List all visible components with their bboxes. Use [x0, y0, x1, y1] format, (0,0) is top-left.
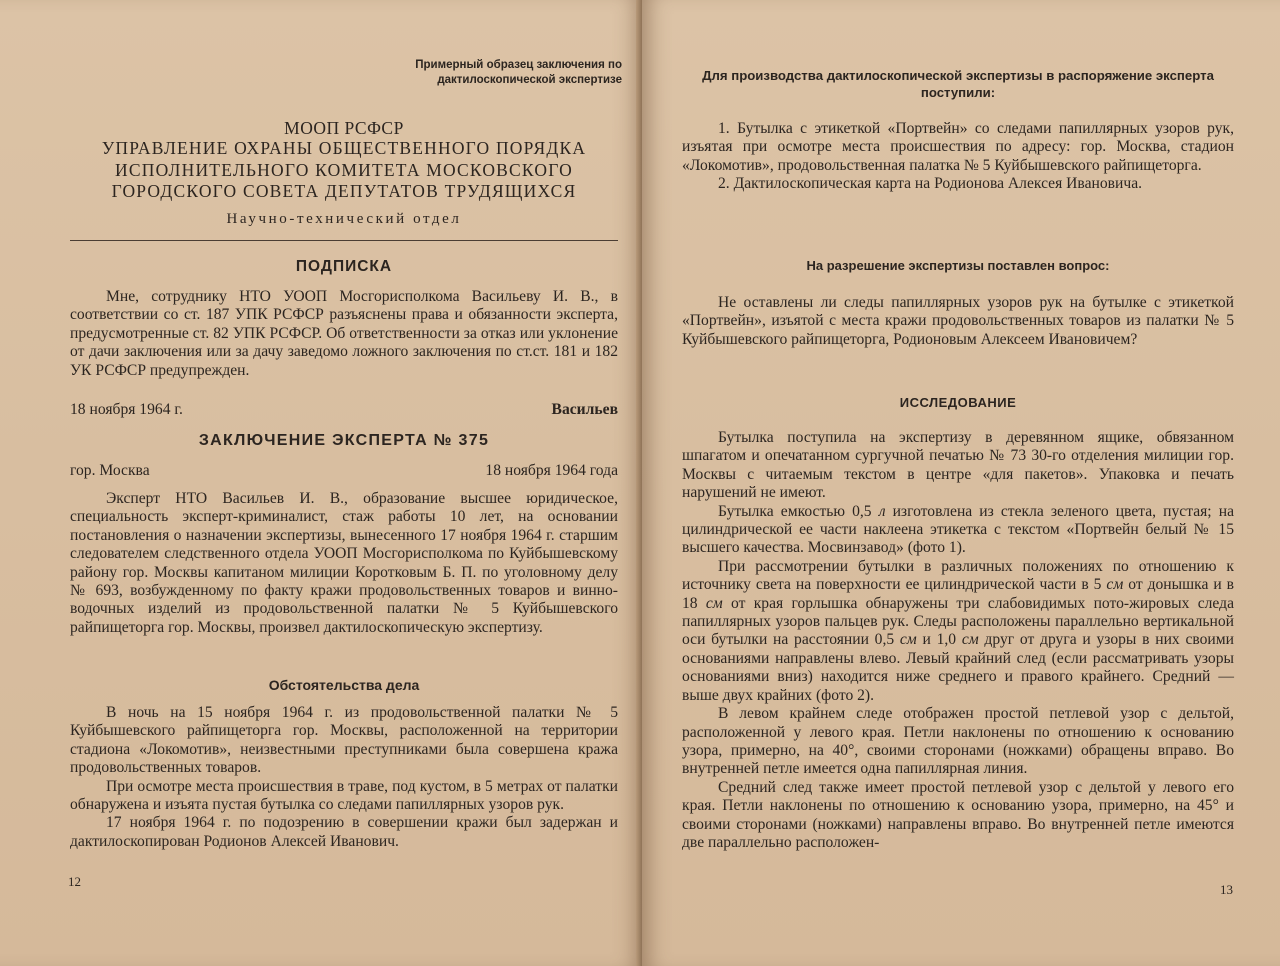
- signature-date: 18 ноября 1964 г.: [70, 401, 183, 418]
- circumstance-paragraph: 17 ноября 1964 г. по подозрению в совершении кражи был задержан и дактилоскопирован Родионов Алексей Иванович.: [70, 814, 618, 850]
- podpiska-body: [70, 288, 618, 380]
- page-number-left: 12: [68, 874, 81, 889]
- unit-cm: см: [1106, 576, 1124, 594]
- place-date-row: [70, 462, 618, 480]
- unit-cm: см: [899, 631, 917, 649]
- research-heading: ИССЛЕДОВАНИЕ: [899, 395, 1017, 410]
- signature-row: [70, 401, 618, 419]
- research-paragraph: [682, 558, 1234, 705]
- expert-intro: [70, 490, 618, 637]
- text-run: и 1,0: [916, 631, 962, 649]
- organization-header: [70, 118, 618, 229]
- conclusion-title: ЗАКЛЮЧЕНИЕ ЭКСПЕРТА № 375: [198, 432, 490, 449]
- department: Научно-технический отдел: [226, 210, 462, 227]
- text-run: друг от друга и узоры в них своими основаниями направлены влево. Левый крайний след (если рассматривать узоры основаниями вниз) находится ниже среднего и правого крайнего. Средний — выше двух крайних (фото 2).: [682, 631, 1234, 704]
- research-paragraph: Бутылка поступила на экспертизу в деревянном ящике, обвязанном шпагатом и опечатанном сургучной печатью № 73 30-го отделения милиции гор. Москвы с читаемым текстом в центре «для пакетов». Упаковка и печать нарушений не имеют.: [682, 429, 1234, 502]
- podpiska-title: ПОДПИСКА: [295, 258, 393, 275]
- org-line: МООП РСФСР: [284, 118, 404, 138]
- text-run: Бутылка емкостью 0,5: [718, 502, 879, 520]
- research-paragraph: В левом крайнем следе отображен простой петлевой узор с дельтой, расположенной у левого края. Петли наклонены по отношению к основанию узора, примерно, на 40°, своими сторонами (ножками) обращены вправо. Во внутренней петле имеется одна папиллярная линия.: [682, 705, 1234, 778]
- place-date: 18 ноября 1964 года: [485, 462, 618, 479]
- org-line: ИСПОЛНИТЕЛЬНОГО КОМИТЕТА МОСКОВСКОГО: [115, 159, 573, 180]
- podpiska-text: Мне, сотруднику НТО УООП Мосгорисполкома Васильеву И. В., в соответствии со ст. 187 УПК РСФСР разъяснены права и обязанности эксперта, предусмотренные ст. 82 УПК РСФСР. Об ответственности за отказ или уклонение от дачи заключения или за дачу заведомо ложного заключения по ст.ст. 181 и 182 УК РСФСР предупрежден.: [70, 288, 618, 379]
- page-number-right: 13: [1220, 882, 1233, 897]
- unit-liter: л: [878, 502, 886, 520]
- sample-note-line: дактилоскопической экспертизе: [437, 73, 622, 86]
- text-run: от края горлышка обнаружены три слабовидимых пото-жировых следа папиллярных узоров пальцев рук. Следы расположены параллельно вертикальной оси бутылки на расстоянии 0,5: [682, 594, 1234, 649]
- text-run: изготовлена из стекла зеленого цвета, пустая; на цилиндрической ее части наклеена этикетка с текстом «Портвейн белый № 15 высшего качества. Мосвинзавод» (фото 1).: [682, 502, 1234, 557]
- circumstances-body: [70, 704, 618, 851]
- text-run: При рассмотрении бутылки в различных положениях по отношению к источнику света на поверхности ее цилиндрической части в 5: [682, 557, 1234, 594]
- received-items: [682, 120, 1234, 194]
- circumstance-paragraph: При осмотре места происшествия в траве, под кустом, в 5 метрах от палатки обнаружена и изъята пустая бутылка со следами папиллярных узоров рук.: [70, 777, 618, 814]
- text-run: от донышка и в 18: [682, 576, 1234, 612]
- expert-text: Эксперт НТО Васильев И. В., образование высшее юридическое, специальность эксперт-криминалист, стаж работы 10 лет, на основании постановления о назначении экспертизы, вынесенного 17 ноября 1964 г. старшим следователем следственного отдела УООП Мосгорисполкома по Куйбышевскому району гор. Москвы капитаном милиции Коротковым Б. П. по уголовному делу № 693, возбужденному по факту кражи продовольственных товаров и винно-водочных изделий из продовольственной палатки № 5 Куйбышевского райпищеторга гор. Москвы, произвел дактилоскопическую экспертизу.: [70, 490, 618, 636]
- circumstance-paragraph: В ночь на 15 ноября 1964 г. из продовольственной палатки № 5 Куйбышевского райпищеторга гор. Москвы, расположенной на территории стадиона «Локомотив», неизвестными преступниками была совершена кража продовольственных товаров.: [70, 704, 618, 777]
- unit-cm: см: [961, 631, 979, 649]
- unit-cm: см: [705, 594, 723, 612]
- received-heading: Для производства дактилоскопической экспертизы в распоряжение эксперта поступили:: [702, 68, 1214, 100]
- received-item: 2. Дактилоскопическая карта на Родионова Алексея Ивановича.: [718, 175, 1143, 193]
- research-paragraph: [682, 503, 1234, 558]
- header-divider: [70, 240, 618, 241]
- sample-note: [360, 58, 622, 87]
- circumstances-title: Обстоятельства дела: [268, 677, 420, 693]
- research-paragraph: Средний след также имеет простой петлевой узор с дельтой у левого его края. Петли наклонены по отношению к основанию узора, примерно, на 45° и своими сторонами (ножками) направлены вправо. Во внутренней петле имеются две параллельно расположен-: [682, 778, 1234, 851]
- question-block: [682, 294, 1234, 349]
- org-line: УПРАВЛЕНИЕ ОХРАНЫ ОБЩЕСТВЕННОГО ПОРЯДКА: [101, 138, 587, 158]
- question-heading: На разрешение экспертизы поставлен вопрос:: [806, 258, 1110, 273]
- org-line: ГОРОДСКОГО СОВЕТА ДЕПУТАТОВ ТРУДЯЩИХСЯ: [111, 181, 577, 201]
- question-text: Не оставлены ли следы папиллярных узоров рук на бутылке с этикеткой «Портвейн», изъятой с места кражи продовольственных товаров из палатки № 5 Куйбышевского райпищеторга, Родионовым Алексеем Ивановичем?: [682, 294, 1234, 348]
- received-item: 1. Бутылка с этикеткой «Портвейн» со следами папиллярных узоров рук, изъятая при осмотре места происшествия по адресу: гор. Москва, стадион «Локомотив», продовольственная палатка № 5 Куйбышевского райпищеторга.: [682, 120, 1234, 174]
- received-heading-block: [682, 68, 1234, 101]
- signature-name: Васильев: [551, 401, 618, 418]
- place: гор. Москва: [70, 462, 150, 479]
- research-body: [682, 429, 1234, 852]
- sample-note-line: Примерный образец заключения по: [415, 59, 622, 71]
